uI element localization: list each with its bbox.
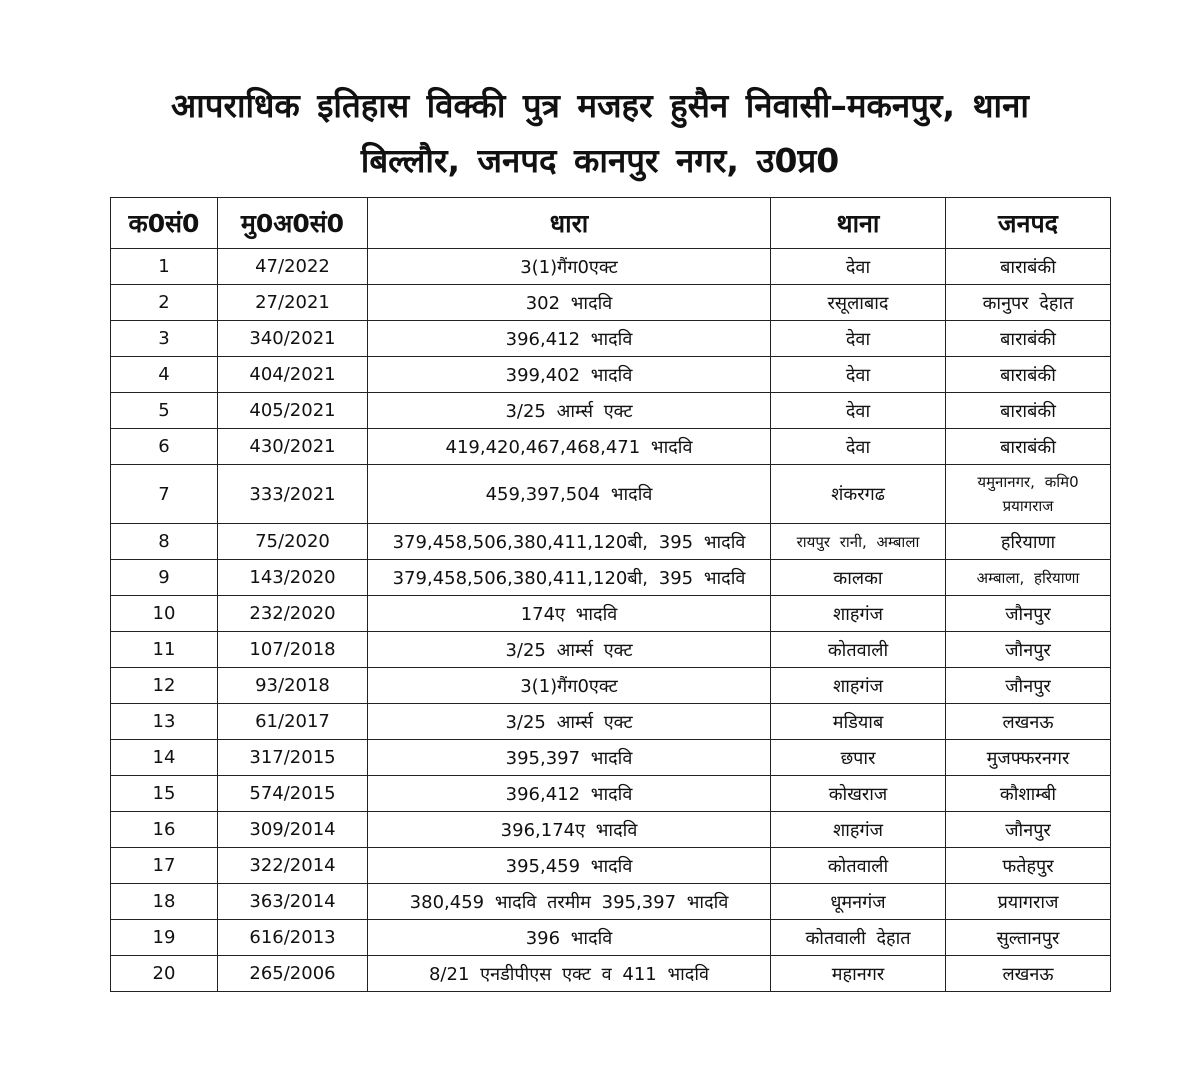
cell-district: लखनऊ <box>946 956 1111 992</box>
table-row <box>111 884 1111 920</box>
criminal-history-table <box>110 197 1111 992</box>
cell-district: जौनपुर <box>946 812 1111 848</box>
cell-case-no: 143/2020 <box>218 560 368 596</box>
cell-police-station: कोखराज <box>771 776 946 812</box>
cell-serial-no: 11 <box>111 632 218 668</box>
cell-case-no: 75/2020 <box>218 524 368 560</box>
cell-district: जौनपुर <box>946 668 1111 704</box>
cell-district: मुजफ्फरनगर <box>946 740 1111 776</box>
cell-district: प्रयागराज <box>946 884 1111 920</box>
table-row <box>111 560 1111 596</box>
cell-section: 380,459 भादवि तरमीम 395,397 भादवि <box>368 884 771 920</box>
cell-section: 395,459 भादवि <box>368 848 771 884</box>
cell-case-no: 232/2020 <box>218 596 368 632</box>
cell-case-no: 574/2015 <box>218 776 368 812</box>
cell-district: सुल्तानपुर <box>946 920 1111 956</box>
cell-police-station: देवा <box>771 357 946 393</box>
table-row <box>111 249 1111 285</box>
cell-section: 395,397 भादवि <box>368 740 771 776</box>
cell-serial-no: 3 <box>111 321 218 357</box>
cell-section: 379,458,506,380,411,120बी, 395 भादवि <box>368 560 771 596</box>
cell-case-no: 27/2021 <box>218 285 368 321</box>
header-section: धारा <box>368 198 771 249</box>
header-case-no: मु0अ0सं0 <box>218 198 368 249</box>
cell-section: 3/25 आर्म्स एक्ट <box>368 393 771 429</box>
cell-police-station: देवा <box>771 249 946 285</box>
cell-police-station: रायपुर रानी, अम्बाला <box>771 524 946 560</box>
table-row <box>111 285 1111 321</box>
table-row <box>111 632 1111 668</box>
cell-serial-no: 1 <box>111 249 218 285</box>
cell-police-station: देवा <box>771 321 946 357</box>
cell-police-station: कोतवाली देहात <box>771 920 946 956</box>
cell-section: 396,412 भादवि <box>368 321 771 357</box>
cell-serial-no: 8 <box>111 524 218 560</box>
cell-serial-no: 18 <box>111 884 218 920</box>
cell-serial-no: 20 <box>111 956 218 992</box>
table-body <box>111 249 1111 992</box>
cell-police-station: रसूलाबाद <box>771 285 946 321</box>
cell-district: लखनऊ <box>946 704 1111 740</box>
cell-case-no: 61/2017 <box>218 704 368 740</box>
cell-serial-no: 19 <box>111 920 218 956</box>
cell-serial-no: 4 <box>111 357 218 393</box>
cell-case-no: 47/2022 <box>218 249 368 285</box>
cell-section: 3/25 आर्म्स एक्ट <box>368 704 771 740</box>
cell-case-no: 322/2014 <box>218 848 368 884</box>
cell-case-no: 616/2013 <box>218 920 368 956</box>
header-police-station: थाना <box>771 198 946 249</box>
cell-police-station: कोतवाली <box>771 632 946 668</box>
cell-police-station: शंकरगढ <box>771 465 946 524</box>
table-row <box>111 812 1111 848</box>
cell-serial-no: 10 <box>111 596 218 632</box>
cell-section: 419,420,467,468,471 भादवि <box>368 429 771 465</box>
cell-serial-no: 16 <box>111 812 218 848</box>
cell-section: 3(1)गैंग0एक्ट <box>368 249 771 285</box>
title-line-1: आपराधिक इतिहास विक्की पुत्र मजहर हुसैन निवासी–मकनपुर, थाना <box>171 86 1029 125</box>
cell-police-station: महानगर <box>771 956 946 992</box>
cell-section: 3/25 आर्म्स एक्ट <box>368 632 771 668</box>
cell-police-station: शाहगंज <box>771 812 946 848</box>
cell-case-no: 340/2021 <box>218 321 368 357</box>
cell-section: 3(1)गैंग0एक्ट <box>368 668 771 704</box>
header-serial-no: क0सं0 <box>111 198 218 249</box>
table-row <box>111 321 1111 357</box>
table-row <box>111 956 1111 992</box>
cell-police-station: कोतवाली <box>771 848 946 884</box>
cell-district: बाराबंकी <box>946 393 1111 429</box>
cell-serial-no: 13 <box>111 704 218 740</box>
cell-case-no: 404/2021 <box>218 357 368 393</box>
cell-police-station: धूमनगंज <box>771 884 946 920</box>
cell-case-no: 317/2015 <box>218 740 368 776</box>
cell-section: 379,458,506,380,411,120बी, 395 भादवि <box>368 524 771 560</box>
cell-police-station: शाहगंज <box>771 596 946 632</box>
cell-case-no: 430/2021 <box>218 429 368 465</box>
cell-district: यमुनानगर, कमि0 प्रयागराज <box>946 465 1111 524</box>
cell-case-no: 265/2006 <box>218 956 368 992</box>
cell-police-station: देवा <box>771 429 946 465</box>
cell-section: 399,402 भादवि <box>368 357 771 393</box>
cell-case-no: 405/2021 <box>218 393 368 429</box>
cell-district: बाराबंकी <box>946 357 1111 393</box>
cell-serial-no: 2 <box>111 285 218 321</box>
table-row <box>111 848 1111 884</box>
table-row <box>111 668 1111 704</box>
cell-section: 396,412 भादवि <box>368 776 771 812</box>
cell-district: बाराबंकी <box>946 429 1111 465</box>
cell-district: हरियाणा <box>946 524 1111 560</box>
cell-police-station: शाहगंज <box>771 668 946 704</box>
table-row <box>111 524 1111 560</box>
cell-serial-no: 6 <box>111 429 218 465</box>
cell-serial-no: 12 <box>111 668 218 704</box>
table-row <box>111 357 1111 393</box>
header-district: जनपद <box>946 198 1111 249</box>
cell-section: 396,174ए भादवि <box>368 812 771 848</box>
table-row <box>111 393 1111 429</box>
cell-section: 8/21 एनडीपीएस एक्ट व 411 भादवि <box>368 956 771 992</box>
cell-serial-no: 14 <box>111 740 218 776</box>
cell-section: 302 भादवि <box>368 285 771 321</box>
cell-district: बाराबंकी <box>946 249 1111 285</box>
cell-section: 174ए भादवि <box>368 596 771 632</box>
table-header-row <box>111 198 1111 249</box>
table-row <box>111 920 1111 956</box>
cell-district: कौशाम्बी <box>946 776 1111 812</box>
cell-police-station: मडियाब <box>771 704 946 740</box>
cell-district: अम्बाला, हरियाणा <box>946 560 1111 596</box>
cell-serial-no: 5 <box>111 393 218 429</box>
table-row <box>111 429 1111 465</box>
cell-district: कानुपर देहात <box>946 285 1111 321</box>
cell-case-no: 333/2021 <box>218 465 368 524</box>
cell-case-no: 93/2018 <box>218 668 368 704</box>
cell-case-no: 363/2014 <box>218 884 368 920</box>
cell-police-station: देवा <box>771 393 946 429</box>
cell-district: जौनपुर <box>946 596 1111 632</box>
cell-police-station: छपार <box>771 740 946 776</box>
cell-district: फतेहपुर <box>946 848 1111 884</box>
cell-district: जौनपुर <box>946 632 1111 668</box>
title-line-2: बिल्लौर, जनपद कानपुर नगर, उ0प्र0 <box>360 141 840 180</box>
table-row <box>111 596 1111 632</box>
table-row <box>111 740 1111 776</box>
cell-serial-no: 17 <box>111 848 218 884</box>
cell-serial-no: 7 <box>111 465 218 524</box>
cell-district: बाराबंकी <box>946 321 1111 357</box>
cell-police-station: कालका <box>771 560 946 596</box>
cell-section: 396 भादवि <box>368 920 771 956</box>
table-row <box>111 465 1111 524</box>
cell-section: 459,397,504 भादवि <box>368 465 771 524</box>
cell-serial-no: 15 <box>111 776 218 812</box>
document-title <box>60 78 1140 188</box>
cell-serial-no: 9 <box>111 560 218 596</box>
cell-case-no: 309/2014 <box>218 812 368 848</box>
table-row <box>111 776 1111 812</box>
table-row <box>111 704 1111 740</box>
cell-case-no: 107/2018 <box>218 632 368 668</box>
